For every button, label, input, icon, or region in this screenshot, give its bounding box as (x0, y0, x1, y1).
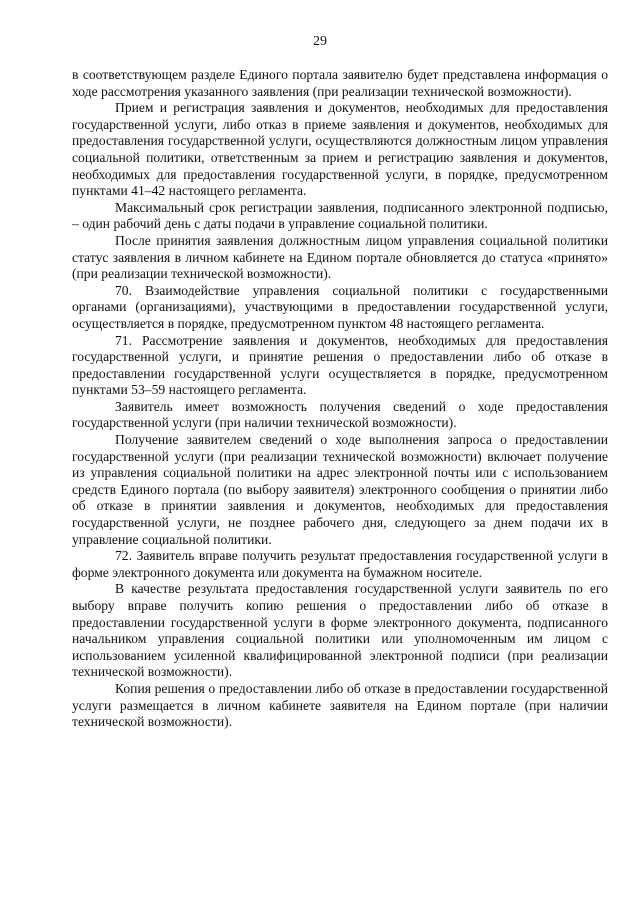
paragraph-6: 71. Рассмотрение заявления и документов, необходимых для предоставления государственной услуги, и принятие решения о предоставлении либо об отказе в предоставлении государственной услуги осуществляется в порядке, предусмотренном пунктами 53–59 настоящего регламента. (72, 332, 608, 398)
document-body (72, 67, 608, 731)
paragraph-11: Копия решения о предоставлении либо об отказе в предоставлении государственной услуги размещается в личном кабинете заявителя на Едином портале (при наличии технической возможности). (72, 680, 608, 730)
paragraph-3: Максимальный срок регистрации заявления, подписанного электронной подписью, – один рабочий день с даты подачи в управление социальной политики. (72, 199, 608, 232)
paragraph-2: Прием и регистрация заявления и документов, необходимых для предоставления государственной услуги, либо отказ в приеме заявления и документов, необходимых для предоставления государственной услуги, осуществляются должностным лицом управления социальной политики, ответственным за прием и регистрацию заявления и документов, необходимых для предоставления государственной услуги, в порядке, предусмотренном пунктами 41–42 настоящего регламента. (72, 100, 608, 199)
paragraph-10: В качестве результата предоставления государственной услуги заявитель по его выбору вправе получить копию решения о предоставлении либо об отказе в предоставлении государственной услуги в форме электронного документа, подписанного начальником управления социальной политики или уполномоченным им лицом с использованием усиленной квалифицированной электронной подписи (при реализации технической возможности). (72, 581, 608, 680)
paragraph-8: Получение заявителем сведений о ходе выполнения запроса о предоставлении государственной услуги (при реализации технической возможности) включает получение из управления социальной политики на адрес электронной почты или с использованием средств Единого портала (по выбору заявителя) электронного сообщения о принятии либо об отказе в принятии заявления и документов, необходимых для предоставления государственной услуги, не позднее рабочего дня, следующего за днем подачи их в управление социальной политики. (72, 432, 608, 547)
page-number: 29 (313, 34, 327, 49)
paragraph-7: Заявитель имеет возможность получения сведений о ходе предоставления государственной услуги (при наличии технической возможности). (72, 398, 608, 431)
paragraph-9: 72. Заявитель вправе получить результат предоставления государственной услуги в форме электронного документа или документа на бумажном носителе. (72, 548, 608, 580)
paragraph-1: в соответствующем разделе Единого портала заявителю будет представлена информация о ходе рассмотрения указанного заявления (при реализации технической возможности). (72, 67, 608, 99)
paragraph-5: 70. Взаимодействие управления социальной политики с государственными органами (организациями), участвующими в предоставлении государственной услуги, осуществляется в порядке, предусмотренном пунктом 48 настоящего регламента. (72, 282, 608, 331)
paragraph-4: После принятия заявления должностным лицом управления социальной политики статус заявления в личном кабинете на Едином портале обновляется до статуса «принято» (при реализации технической возможности). (72, 232, 608, 282)
